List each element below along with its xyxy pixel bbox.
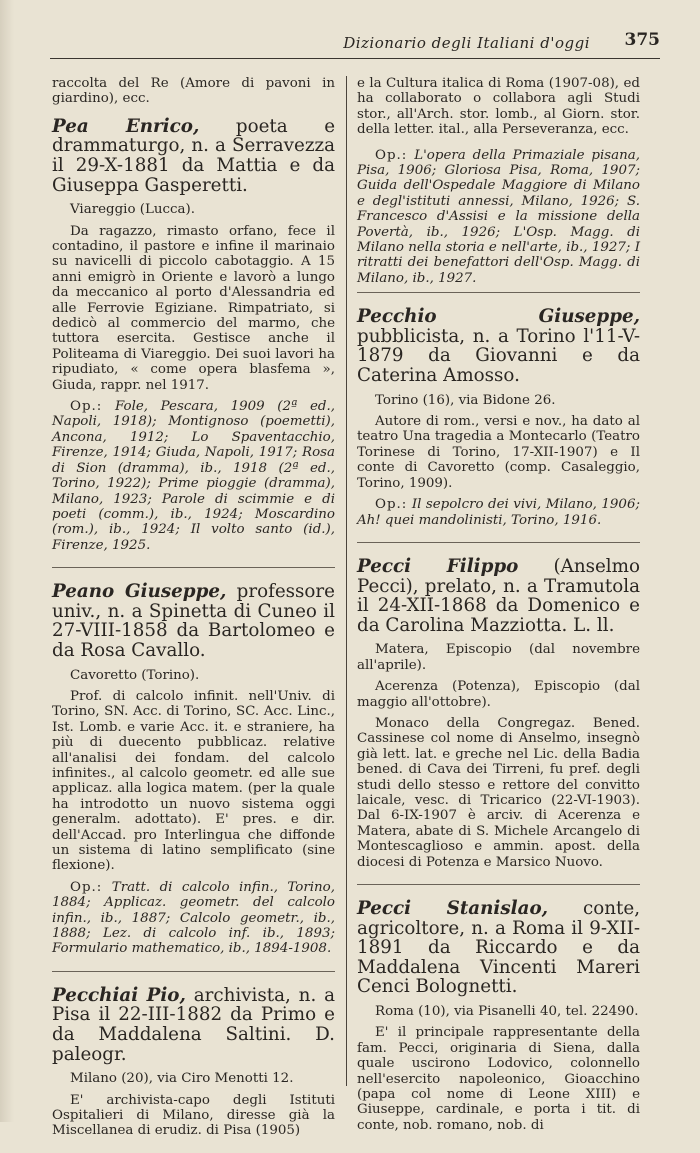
entry-pea-enrico: [52, 117, 335, 553]
entry-divider: [357, 542, 640, 543]
entry-residence: Matera, Episcopio (dal novembre all'aprile).: [357, 642, 640, 673]
continued-text: e la Cultura italica di Roma (1907-08), ed ha collaborato o collabora agli Studi stor., all'Arch. stor. lomb., al Giorn. stor. della letter. ital., alla Perseveranza, ecc.: [357, 76, 640, 138]
entry-heading-text: poeta e drammaturgo, n. a Serravezza il 29-X-1881 da Mattia e da Giuseppa Gasperetti.: [52, 115, 336, 196]
entry-name: Pecci Filippo: [357, 555, 519, 577]
entry-peano-giuseppe: [52, 582, 335, 957]
entry-name: Peano Giuseppe,: [52, 581, 227, 603]
entry-name: Pecchiai Pio,: [52, 984, 186, 1006]
entry-residence: Torino (16), via Bidone 26.: [375, 392, 556, 408]
entry-pecchiai-pio: [52, 986, 335, 1139]
page-number: 375: [624, 30, 660, 50]
entry-works: [357, 148, 640, 287]
continued-text: raccolta del Re (Amore di pavoni in giardino), ecc.: [52, 76, 335, 107]
entry-name: Pecci Stanislao,: [357, 897, 549, 919]
entry-works: [52, 399, 335, 553]
entry-divider: [357, 292, 640, 293]
entry-biography: Monaco della Congregaz. Bened. Cassinese col nome di Anselmo, insegnò già lett. lat. e greche nel Lic. della Badia bened. di Cava dei Tirreni, fu pref. degli studi dello stesso e rettore del convitto laicale, vesc. di Tricarico (22-VI-1903). Dal 6-IX-1907 è arciv. di Acerenza e Matera, abate di S. Michele Arcangelo di Montescaglioso e ammin. apost. della diocesi di Potenza e Marsico Nuovo.: [357, 715, 640, 870]
entry-heading-text: professore univ., n. a Spinetta di Cuneo il 27-VIII-1858 da Bartolomeo e da Rosa Cavallo.: [52, 581, 335, 661]
entry-heading: [357, 557, 640, 635]
entry-works: [357, 497, 640, 528]
entry-heading: [357, 899, 640, 997]
entry-pecci-filippo: [357, 557, 640, 870]
entry-biography: Da ragazzo, rimasto orfano, fece il contadino, il pastore e infine il marinaio su navicelli di piccolo cabotaggio. A 15 anni emigrò in Oriente e lavorò a lungo da meccanico al porto d'Alessandria ed alle Ferrovie Egiziane. Rimpatriato, si dedicò al commercio del marmo, che tuttora esercita. Gestisce anche il Politeama di Viareggio. Dei suoi lavori ha ripudiato, « come opera blasfema », Giuda, rappr. nel 1917.: [52, 223, 335, 393]
entry-heading: [52, 986, 335, 1064]
entry-heading-text: archivista, n. a Pisa il 22-III-1882 da Primo e da Maddalena Saltini. D. paleogr.: [52, 984, 336, 1065]
entry-name: Pecchio Giuseppe,: [357, 306, 640, 328]
column-rule: [346, 76, 347, 1086]
entry-residence: Roma (10), via Pisanelli 40, tel. 22490.: [375, 1003, 639, 1019]
entry-pecci-stanislao: [357, 899, 640, 1133]
entry-divider: [357, 884, 640, 885]
entry-divider: [52, 971, 335, 972]
entry-heading: [52, 582, 335, 660]
entry-biography: E' archivista-capo degli Istituti Ospitalieri di Milano, diresse già la Miscellanea di erudiz. di Pisa (1905): [52, 1092, 335, 1139]
entry-heading-text: pubblicista, n. a Torino l'11-V-1879 da Giovanni e da Caterina Amosso.: [357, 325, 640, 387]
page-binding-shadow: [0, 0, 14, 1122]
works-label: Op.:: [375, 147, 408, 163]
entry-name: Pea Enrico,: [52, 115, 200, 137]
page-header: [50, 30, 660, 59]
works-label: Op.:: [70, 399, 103, 415]
entry-heading-text: conte, agricoltore, n. a Roma il 9-XII-1891 da Riccardo e da Maddalena Vincenti Mareri Cenci Bolognetti.: [357, 897, 641, 998]
works-list: Tratt. di calcolo infin., Torino, 1884; Applicaz. geometr. del calcolo infin., ib., 1887; Calcolo geometr., ib., 1888; Lez. di calcolo inf. ib., 1893; Formulario mathematico, ib., 1894-1908.: [52, 879, 335, 957]
entry-divider: [52, 567, 335, 568]
works-list: Il sepolcro dei vivi, Milano, 1906; Ah! quei mandolinisti, Torino, 1916.: [357, 497, 640, 528]
entry-biography: Prof. di calcolo infinit. nell'Univ. di Torino, SN. Acc. di Torino, SC. Acc. Linc., Ist. Lomb. e varie Acc. it. e straniere, ha più di duecento pubblicaz. relative all'analisi dei fondam. del calcolo infinites., al calcolo geometr. ed alle sue applicaz. alla logica matem. (per la quale ha introdotto un nuovo sistema oggi generalm. adottato). E' pres. e dir. dell'Accad. pro Interlingua che diffonde un sistema di latino semplificato (sine flexione).: [52, 688, 335, 874]
entry-pecchio-giuseppe: [357, 307, 640, 528]
right-column: [357, 76, 640, 1147]
left-column: [52, 76, 335, 1153]
entry-residence: Milano (20), via Ciro Menotti 12.: [70, 1071, 294, 1087]
entry-residence-secondary: Acerenza (Potenza), Episcopio (dal maggio all'ottobre).: [357, 679, 640, 710]
works-label: Op.:: [375, 497, 408, 513]
entry-works: [52, 880, 335, 957]
entry-residence: Cavoretto (Torino).: [70, 667, 200, 683]
entry-heading-text: (Anselmo Pecci), prelato, n. a Tramutola il 24-XII-1868 da Domenico e da Carolina Mazziotta. L. ll.: [357, 555, 640, 636]
works-list: Fole, Pescara, 1909 (2ª ed., Napoli, 1918); Montignoso (poemetti), Ancona, 1912; Lo Spaventacchio, Firenze, 1914; Giuda, Napoli, 1917; Rosa di Sion (dramma), ib., 1918 (2ª ed., Torino, 1922); Prime pioggie (dramma), Milano, 1923; Parole di scimmie e di poeti (comm.), ib., 1924; Moscardino (rom.), ib., 1924; Il volto santo (id.), Firenze, 1925.: [52, 399, 335, 553]
entry-biography: E' il principale rappresentante della fam. Pecci, originaria di Siena, dalla quale uscirono Lodovico, colonnello nell'esercito napoleonico, Gioacchino (papa col nome di Leone XIII) e Giuseppe, cardinale, e porta i tit. di conte, nob. romano, nob. di: [357, 1025, 640, 1133]
entry-residence: Viareggio (Lucca).: [70, 202, 195, 218]
works-list: L'opera della Primaziale pisana, Pisa, 1906; Gloriosa Pisa, Roma, 1907; Guida dell'Ospedale Maggiore di Milano e degl'istituti annessi, Milano, 1926; S. Francesco d'Assisi e la missione della Povertà, ib., 1926; L'Osp. Magg. di Milano nella storia e nell'arte, ib., 1927; I ritratti dei benefattori dell'Osp. Magg. di Milano, ib., 1927.: [357, 147, 640, 286]
entry-heading: [357, 307, 640, 385]
entry-biography: Autore di rom., versi e nov., ha dato al teatro Una tragedia a Montecarlo (Teatro Torinese di Torino, 17-XII-1907) e Il conte di Cavoretto (comp. Casaleggio, Torino, 1909).: [357, 414, 640, 491]
works-label: Op.:: [70, 879, 103, 895]
entry-heading: [52, 117, 335, 195]
running-title: Dizionario degli Italiani d'oggi: [343, 34, 590, 52]
